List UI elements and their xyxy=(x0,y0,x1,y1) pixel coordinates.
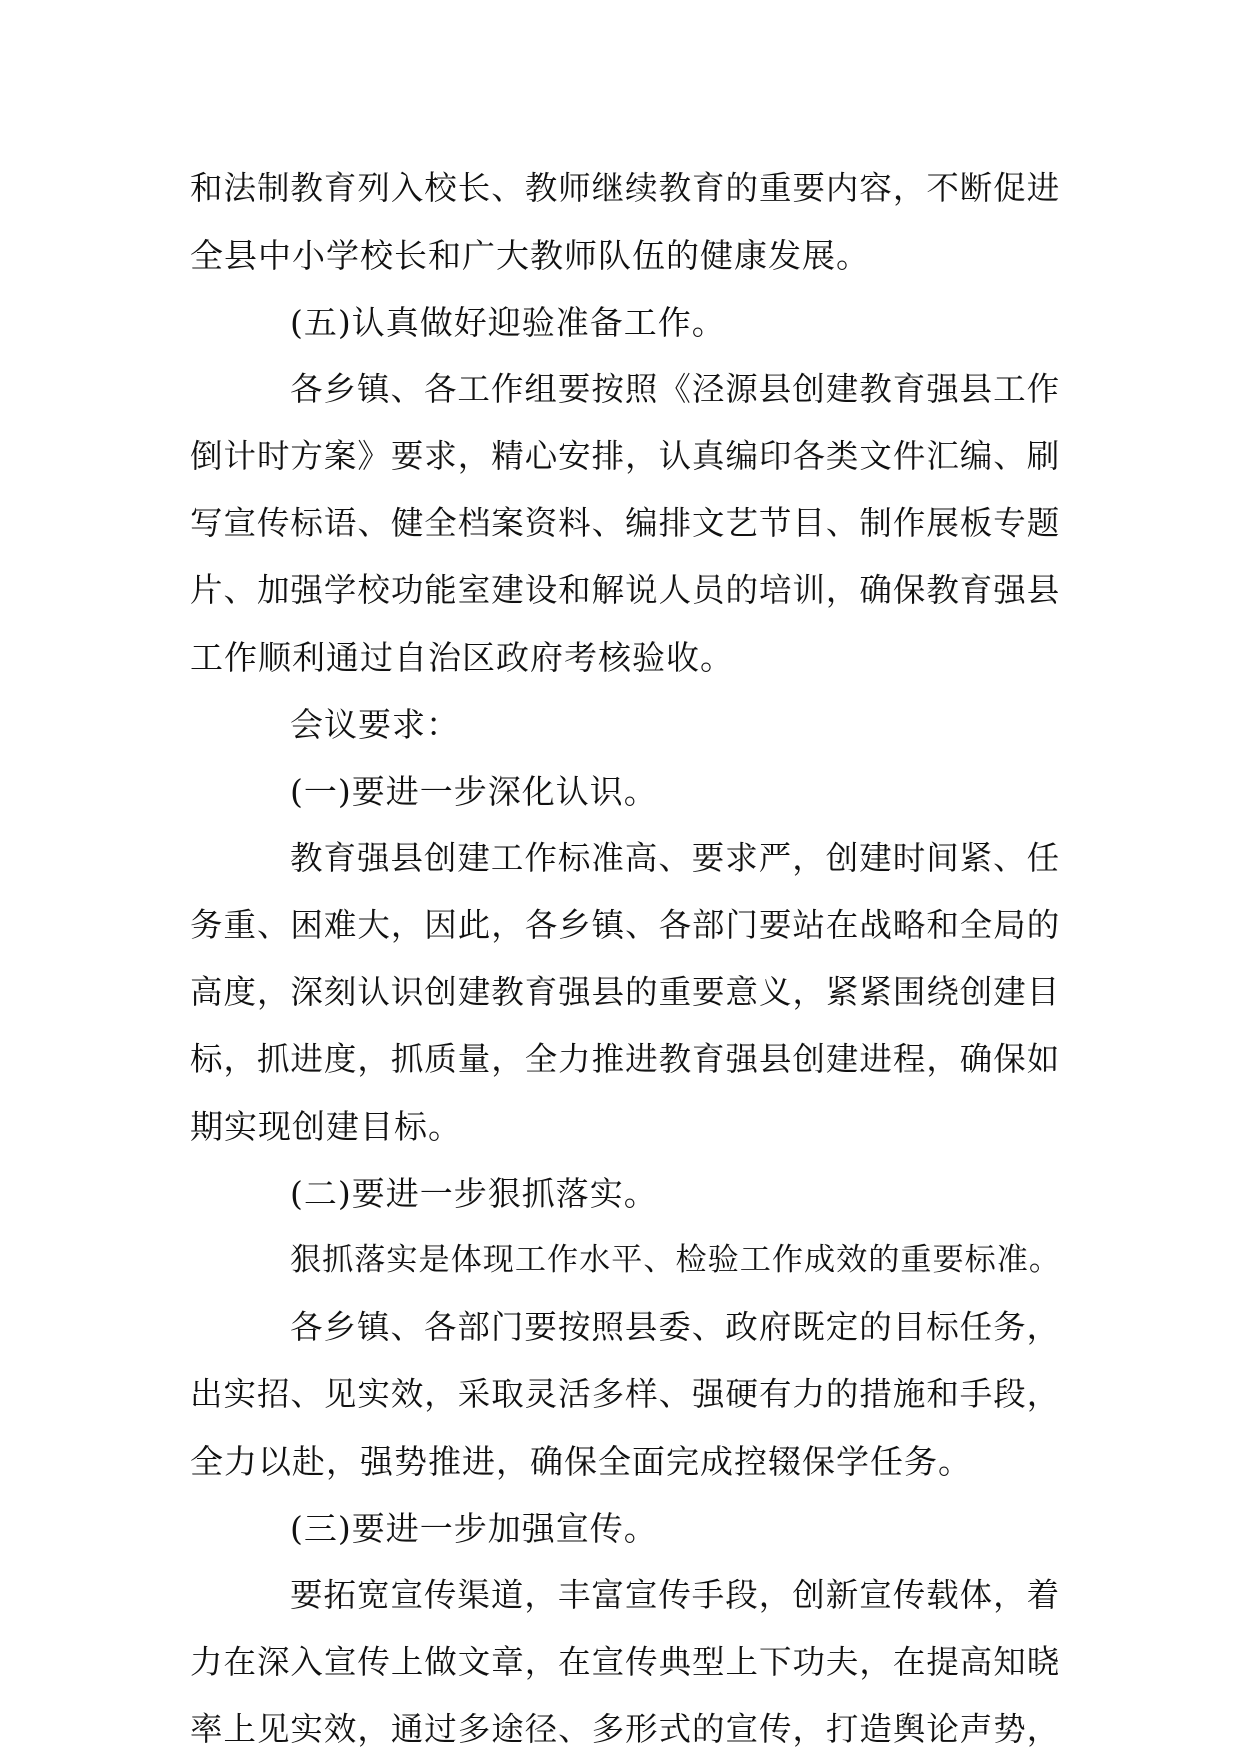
text-line: 力在深入宣传上做文章，在宣传典型上下功夫，在提高知晓 xyxy=(190,1643,1061,1681)
requirement-heading-2: (二)要进一步狠抓落实。 xyxy=(290,1174,658,1213)
paragraph-start: 要拓宽宣传渠道，丰富宣传手段，创新宣传载体，着 xyxy=(290,1576,1061,1614)
paragraph-start: 狠抓落实是体现工作水平、检验工作成效的重要标准。 xyxy=(290,1242,1062,1278)
text-line: 务重、困难大，因此，各乡镇、各部门要站在战略和全局的 xyxy=(190,906,1061,944)
section-heading-5: (五)认真做好迎验准备工作。 xyxy=(290,303,726,342)
text-line: 和法制教育列入校长、教师继续教育的重要内容，不断促进 xyxy=(190,169,1061,207)
text-line: 片、加强学校功能室建设和解说人员的培训，确保教育强县 xyxy=(190,571,1061,609)
text-line: 写宣传标语、健全档案资料、编排文艺节目、制作展板专题 xyxy=(190,504,1061,542)
text-line: 工作顺利通过自治区政府考核验收。 xyxy=(190,638,734,677)
text-line: 高度，深刻认识创建教育强县的重要意义，紧紧围绕创建目 xyxy=(190,973,1061,1011)
requirement-heading-1: (一)要进一步深化认识。 xyxy=(290,772,658,811)
paragraph-start: 各乡镇、各工作组要按照《泾源县创建教育强县工作 xyxy=(290,370,1061,408)
document-body xyxy=(190,155,1060,1763)
text-line: 期实现创建目标。 xyxy=(190,1107,462,1146)
paragraph-start: 各乡镇、各部门要按照县委、政府既定的目标任务， xyxy=(290,1308,1061,1346)
paragraph-start: 教育强县创建工作标准高、要求严，创建时间紧、任 xyxy=(290,839,1061,877)
text-line: 全力以赴，强势推进，确保全面完成控辍保学任务。 xyxy=(190,1442,972,1481)
meeting-requirements-heading: 会议要求： xyxy=(290,705,460,744)
requirement-heading-3: (三)要进一步加强宣传。 xyxy=(290,1509,658,1548)
text-line: 倒计时方案》要求，精心安排，认真编印各类文件汇编、刷 xyxy=(190,437,1061,475)
text-line: 出实招、见实效，采取灵活多样、强硬有力的措施和手段， xyxy=(190,1375,1061,1413)
text-line: 率上见实效，通过多途径、多形式的宣传，打造舆论声势， xyxy=(190,1710,1061,1748)
text-line: 全县中小学校长和广大教师队伍的健康发展。 xyxy=(190,236,870,275)
text-line: 标，抓进度，抓质量，全力推进教育强县创建进程，确保如 xyxy=(190,1040,1061,1078)
